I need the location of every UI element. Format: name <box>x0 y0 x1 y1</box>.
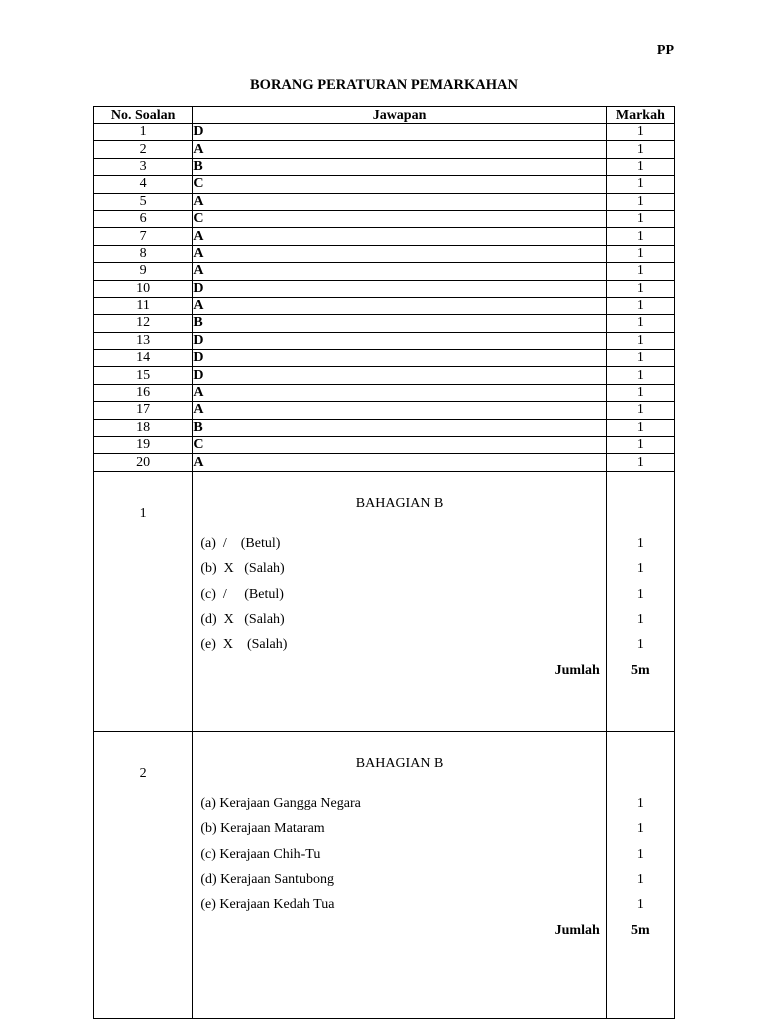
table-row <box>94 176 675 193</box>
cell-question-no: 9 <box>94 263 193 280</box>
cell-question-no: 16 <box>94 384 193 401</box>
answer-item: (b) Kerajaan Mataram <box>200 821 325 837</box>
table-row <box>94 245 675 262</box>
cell-question-no: 12 <box>94 315 193 332</box>
cell-answer: D <box>193 124 606 141</box>
cell-answer: D <box>193 280 606 297</box>
cell-mark: 1 <box>606 193 674 210</box>
section-answers <box>193 731 606 1018</box>
answer-item: (c) Kerajaan Chih-Tu <box>200 846 321 862</box>
objective-answers <box>94 124 675 472</box>
cell-question-no: 10 <box>94 280 193 297</box>
cell-mark: 1 <box>606 384 674 401</box>
table-row <box>94 158 675 175</box>
section-b-1 <box>94 471 675 731</box>
cell-answer: B <box>193 158 606 175</box>
cell-mark: 1 <box>606 350 674 367</box>
header-answer: Jawapan <box>193 107 606 124</box>
item-mark: 1 <box>636 637 644 653</box>
table-row <box>94 437 675 454</box>
item-mark: 1 <box>636 586 644 602</box>
cell-answer: A <box>193 402 606 419</box>
cell-mark: 1 <box>606 210 674 227</box>
table-row <box>94 228 675 245</box>
table-row <box>94 350 675 367</box>
table-row <box>94 402 675 419</box>
total-mark: 5m <box>631 922 650 938</box>
cell-mark: 1 <box>606 124 674 141</box>
cell-answer: A <box>193 454 606 471</box>
total-mark: 5m <box>631 662 650 678</box>
answer-item: (a) Kerajaan Gangga Negara <box>200 795 361 811</box>
cell-answer: D <box>193 367 606 384</box>
answer-item: (c) / (Betul) <box>200 586 284 602</box>
table-row <box>94 419 675 436</box>
section-question-no: 2 <box>94 731 193 1018</box>
total-label: Jumlah <box>554 922 600 938</box>
cell-question-no: 1 <box>94 124 193 141</box>
total-label: Jumlah <box>554 662 600 678</box>
page-title: BORANG PERATURAN PEMARKAHAN <box>250 77 518 93</box>
table-row <box>94 297 675 314</box>
cell-question-no: 17 <box>94 402 193 419</box>
cell-question-no: 15 <box>94 367 193 384</box>
section-question-no: 1 <box>94 471 193 731</box>
cell-question-no: 3 <box>94 158 193 175</box>
cell-answer: A <box>193 245 606 262</box>
cell-question-no: 5 <box>94 193 193 210</box>
cell-question-no: 14 <box>94 350 193 367</box>
cell-mark: 1 <box>606 402 674 419</box>
table-row <box>94 263 675 280</box>
cell-answer: A <box>193 263 606 280</box>
item-mark: 1 <box>636 611 644 627</box>
answer-item: (b) X (Salah) <box>200 561 285 577</box>
cell-mark: 1 <box>606 367 674 384</box>
item-mark: 1 <box>636 846 644 862</box>
table-row <box>94 454 675 471</box>
item-mark: 1 <box>636 795 644 811</box>
cell-mark: 1 <box>606 141 674 158</box>
answer-item: (a) / (Betul) <box>200 535 281 551</box>
cell-mark: 1 <box>606 158 674 175</box>
cell-answer: B <box>193 419 606 436</box>
cell-question-no: 4 <box>94 176 193 193</box>
section-row <box>94 731 675 1018</box>
cell-question-no: 19 <box>94 437 193 454</box>
cell-mark: 1 <box>606 419 674 436</box>
header-mark: Markah <box>606 107 674 124</box>
cell-mark: 1 <box>606 280 674 297</box>
table-row <box>94 210 675 227</box>
section-row <box>94 471 675 731</box>
cell-mark: 1 <box>606 315 674 332</box>
answer-item: (e) X (Salah) <box>200 637 288 653</box>
item-mark: 1 <box>636 561 644 577</box>
section-title: BAHAGIAN B <box>355 495 444 511</box>
cell-answer: A <box>193 193 606 210</box>
cell-mark: 1 <box>606 176 674 193</box>
table-row <box>94 384 675 401</box>
section-marks <box>606 731 674 1018</box>
cell-mark: 1 <box>606 297 674 314</box>
cell-answer: A <box>193 297 606 314</box>
section-title: BAHAGIAN B <box>355 755 444 771</box>
header-question-no: No. Soalan <box>94 107 193 124</box>
table-row <box>94 124 675 141</box>
item-mark: 1 <box>636 821 644 837</box>
table-header-row <box>94 107 675 124</box>
answer-item: (e) Kerajaan Kedah Tua <box>200 897 335 913</box>
cell-question-no: 8 <box>94 245 193 262</box>
cell-answer: A <box>193 141 606 158</box>
cell-question-no: 18 <box>94 419 193 436</box>
cell-question-no: 20 <box>94 454 193 471</box>
cell-mark: 1 <box>606 228 674 245</box>
answer-item: (d) Kerajaan Santubong <box>200 871 335 887</box>
cell-question-no: 11 <box>94 297 193 314</box>
section-b-2 <box>94 731 675 1018</box>
answer-item: (d) X (Salah) <box>200 611 285 627</box>
cell-mark: 1 <box>606 263 674 280</box>
section-marks <box>606 471 674 731</box>
document-code: PP <box>656 43 674 58</box>
table-row <box>94 332 675 349</box>
cell-answer: A <box>193 384 606 401</box>
cell-mark: 1 <box>606 245 674 262</box>
cell-question-no: 6 <box>94 210 193 227</box>
table-row <box>94 141 675 158</box>
cell-mark: 1 <box>606 454 674 471</box>
cell-answer: C <box>193 176 606 193</box>
cell-mark: 1 <box>606 437 674 454</box>
cell-question-no: 7 <box>94 228 193 245</box>
table-row <box>94 367 675 384</box>
cell-answer: B <box>193 315 606 332</box>
cell-question-no: 2 <box>94 141 193 158</box>
table-row <box>94 280 675 297</box>
item-mark: 1 <box>636 897 644 913</box>
cell-mark: 1 <box>606 332 674 349</box>
cell-answer: D <box>193 350 606 367</box>
cell-answer: D <box>193 332 606 349</box>
cell-answer: A <box>193 228 606 245</box>
cell-answer: C <box>193 210 606 227</box>
cell-answer: C <box>193 437 606 454</box>
item-mark: 1 <box>636 871 644 887</box>
table-row <box>94 193 675 210</box>
item-mark: 1 <box>636 535 644 551</box>
table-row <box>94 315 675 332</box>
section-answers <box>193 471 606 731</box>
cell-question-no: 13 <box>94 332 193 349</box>
marking-scheme-table <box>93 106 675 1019</box>
